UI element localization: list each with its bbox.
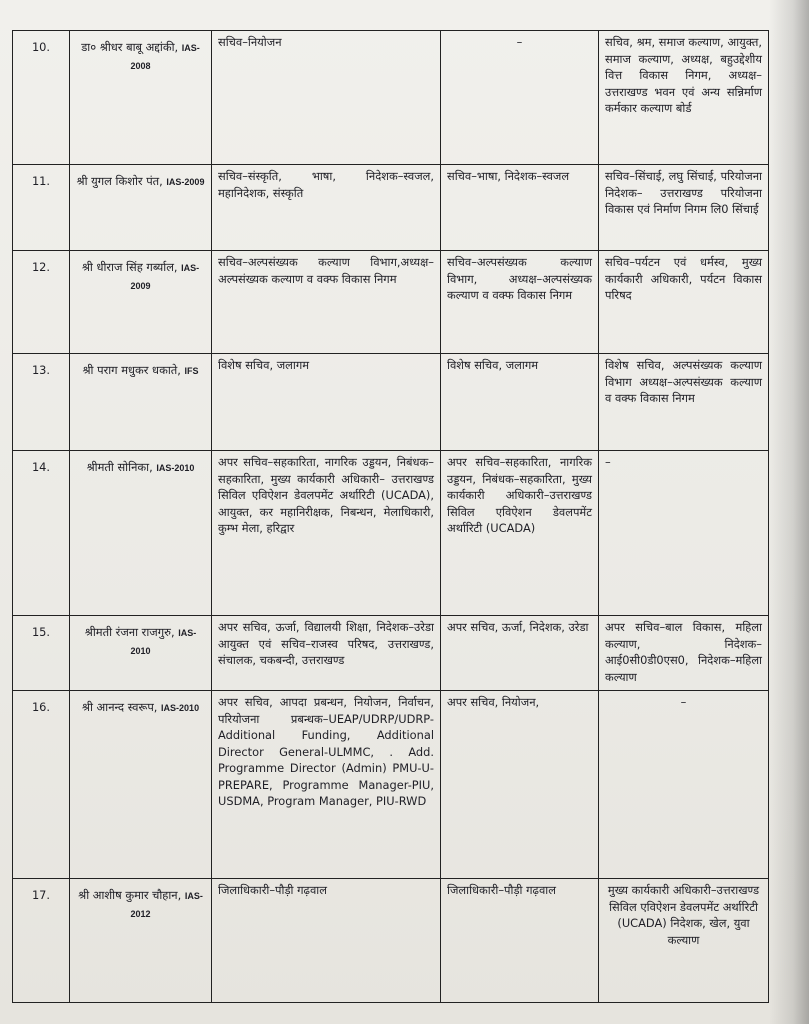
table-row (13, 251, 769, 354)
serial-number: 10. (13, 31, 70, 165)
serial-number: 11. (13, 165, 70, 251)
officer-name: श्रीमती रंजना राजगुरु, (84, 625, 175, 639)
service-batch: IAS-2012 (130, 891, 203, 919)
service-batch: IAS-2008 (130, 43, 200, 71)
serial-number: 12. (13, 251, 70, 354)
table-row (13, 31, 769, 165)
new-posting: विशेष सचिव, अल्पसंख्यक कल्याण विभाग अध्यक्ष–अल्पसंख्यक कल्याण व वक्फ विकास निगम (599, 354, 769, 451)
new-posting: सचिव–पर्यटन एवं धर्मस्व, मुख्य कार्यकारी अधिकारी, पर्यटन विकास परिषद (599, 251, 769, 354)
retained-posting: सचिव–भाषा, निदेशक–स्वजल (441, 165, 599, 251)
serial-number: 15. (13, 616, 70, 691)
officer-name-cell (70, 616, 212, 691)
table-row (13, 879, 769, 1003)
current-posting: सचिव–संस्कृति, भाषा, निदेशक–स्वजल, महानिदेशक, संस्कृति (212, 165, 441, 251)
retained-posting: विशेष सचिव, जलागम (441, 354, 599, 451)
current-posting: सचिव–अल्पसंख्यक कल्याण विभाग,अध्यक्ष–अल्पसंख्यक कल्याण व वक्फ विकास निगम (212, 251, 441, 354)
service-batch: IAS-2009 (130, 263, 200, 291)
serial-number: 14. (13, 451, 70, 616)
new-posting: – (599, 691, 769, 879)
new-posting: मुख्य कार्यकारी अधिकारी–उत्तराखण्ड सिविल एविऐशन डेवलपमेंट अर्थारिटी (UCADA) निदेशक, खेल, युवा कल्याण (599, 879, 769, 1003)
retained-posting: जिलाधिकारी–पौड़ी गढ़वाल (441, 879, 599, 1003)
new-posting: सचिव, श्रम, समाज कल्याण, आयुक्त, समाज कल्याण, अध्यक्ष, बहुउद्देशीय वित्त विकास निगम, अध्यक्ष–उत्तराखण्ड भवन एवं अन्य सन्निर्माण कर्मकार कल्याण बोर्ड (599, 31, 769, 165)
retained-posting: अपर सचिव, ऊर्जा, निदेशक, उरेडा (441, 616, 599, 691)
officer-name-cell (70, 451, 212, 616)
officer-name-cell (70, 251, 212, 354)
officer-name: श्री पराग मधुकर धकाते, (82, 363, 181, 377)
service-batch: IFS (184, 366, 199, 376)
table-row (13, 691, 769, 879)
retained-posting: अपर सचिव–सहकारिता, नागरिक उड्डयन, निबंधक–सहकारिता, मुख्य कार्यकारी अधिकारी–उत्तराखण्ड सिविल एविऐशन डेवलपमेंट अर्थारिटी (UCADA) (441, 451, 599, 616)
officer-name-cell (70, 879, 212, 1003)
officer-name: श्री आनन्द स्वरूप, (81, 700, 158, 714)
new-posting: – (599, 451, 769, 616)
service-batch: IAS-2010 (156, 463, 195, 473)
service-batch: IAS-2010 (130, 628, 197, 656)
serial-number: 16. (13, 691, 70, 879)
page-shadow-edge (769, 0, 809, 1024)
service-batch: IAS-2010 (161, 703, 200, 713)
officer-name: श्री आशीष कुमार चौहान, (78, 888, 182, 902)
officer-name-cell (70, 354, 212, 451)
officer-name-cell (70, 691, 212, 879)
retained-posting: सचिव–अल्पसंख्यक कल्याण विभाग, अध्यक्ष–अल्पसंख्यक कल्याण व वक्फ विकास निगम (441, 251, 599, 354)
table-row (13, 165, 769, 251)
officer-name: श्रीमती सोनिका, (86, 460, 153, 474)
officer-name: डा० श्रीधर बाबू अद्दांकी, (81, 40, 179, 54)
current-posting: अपर सचिव–सहकारिता, नागरिक उड्डयन, निबंधक–सहकारिता, मुख्य कार्यकारी अधिकारी– उत्तराखण्ड सिविल एविऐशन डेवलपमेंट अर्थारिटी (UCADA), आयुक्त, कर महानिरीक्षक, निबन्धन, मेलाधिकारी, कुम्भ मेला, हरिद्वार (212, 451, 441, 616)
current-posting: अपर सचिव, आपदा प्रबन्धन, नियोजन, निर्वाचन, परियोजना प्रबन्धक–UEAP/UDRP/UDRP-Additional Funding, Additional Director General-ULMMC, . Add. Programme Director (Admin) PMU-U-PREPARE, Programme Manager-PIU, USDMA, Program Manager, PIU-RWD (212, 691, 441, 879)
service-batch: IAS-2009 (166, 177, 205, 187)
table-row (13, 354, 769, 451)
current-posting: विशेष सचिव, जलागम (212, 354, 441, 451)
current-posting: जिलाधिकारी–पौड़ी गढ़वाल (212, 879, 441, 1003)
table-row (13, 451, 769, 616)
serial-number: 13. (13, 354, 70, 451)
serial-number: 17. (13, 879, 70, 1003)
officer-name: श्री युगल किशोर पंत, (76, 174, 163, 188)
officer-transfer-table (12, 30, 769, 1003)
current-posting: अपर सचिव, ऊर्जा, विद्यालयी शिक्षा, निदेशक–उरेडा आयुक्त एवं सचिव–राजस्व परिषद, उत्तराखण्ड, संचालक, चकबन्दी, उत्तराखण्ड (212, 616, 441, 691)
new-posting: सचिव–सिंचाई, लघु सिंचाई, परियोजना निदेशक– उत्तराखण्ड परियोजना विकास एवं निर्माण निगम लि0 सिंचाई (599, 165, 769, 251)
retained-posting: – (441, 31, 599, 165)
officer-name-cell (70, 31, 212, 165)
officer-name: श्री धीराज सिंह गर्ब्याल, (81, 260, 178, 274)
table-row (13, 616, 769, 691)
new-posting: अपर सचिव–बाल विकास, महिला कल्याण, निदेशक–आई0सी0डी0एस0, निदेशक–महिला कल्याण (599, 616, 769, 691)
current-posting: सचिव–नियोजन (212, 31, 441, 165)
retained-posting: अपर सचिव, नियोजन, (441, 691, 599, 879)
officer-name-cell (70, 165, 212, 251)
